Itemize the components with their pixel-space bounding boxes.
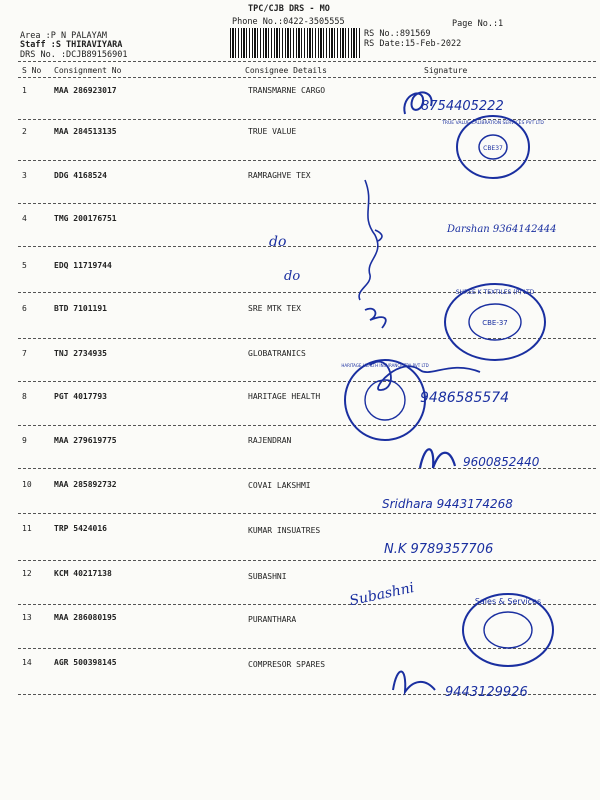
row-consignee: RAMRAGHVE TEX [248, 171, 311, 180]
row-consignee: HARITAGE HEALTH [248, 392, 321, 401]
row-sno: 11 [22, 524, 32, 533]
row-consignee: COVAI LAKSHMI [248, 481, 311, 490]
col-consignee: Consignee Details [245, 66, 327, 75]
svg-text:do: do [284, 269, 301, 284]
row-sno: 2 [22, 127, 27, 136]
row-consignee: TRANSMARNE CARGO [248, 86, 326, 95]
scribble-line [330, 175, 390, 305]
header-divider [18, 61, 596, 62]
rs-date: RS Date:15-Feb-2022 [364, 39, 462, 49]
company-stamp-4 [458, 590, 558, 670]
row-sno: 7 [22, 349, 27, 358]
signature-row-12 [345, 574, 455, 608]
row-consignment: EDQ 11719744 [54, 261, 112, 270]
svg-text:HARITAGE HEALTH INSURANCE TPA: HARITAGE HEALTH INSURANCE TPA PVT LTD [341, 363, 429, 368]
row-consignee: COMPRESOR SPARES [248, 660, 326, 669]
row-consignment: MAA 286923017 [54, 86, 117, 95]
svg-text:CBE37: CBE37 [483, 145, 503, 152]
row-sno: 1 [22, 86, 27, 95]
row-consignment: TRP 5424016 [54, 524, 107, 533]
drs-number: DRS No. :DCJB89156901 [20, 50, 128, 60]
row-consignment: BTD 7101191 [54, 304, 107, 313]
row-sno: 10 [22, 480, 32, 489]
row-sno: 13 [22, 613, 32, 622]
row-divider [18, 203, 596, 204]
row-consignment: MAA 286080195 [54, 613, 117, 622]
ditto-row-4 [265, 228, 305, 252]
signature-row-7-8 [360, 350, 560, 410]
row-sno: 8 [22, 392, 27, 401]
row-consignment: KCM 40217138 [54, 569, 112, 578]
row-consignment: MAA 284513135 [54, 127, 117, 136]
svg-text:Sales & Services: Sales & Services [474, 597, 542, 606]
col-signature: Signature [424, 66, 468, 75]
signature-row-14 [385, 660, 575, 705]
svg-text:9600852440: 9600852440 [463, 455, 540, 469]
ditto-row-5 [280, 262, 320, 286]
row-consignee: RAJENDRAN [248, 436, 292, 445]
doc-title: TPC/CJB DRS - MO [248, 4, 330, 14]
signature-row-11 [382, 533, 562, 563]
area-label: Area :P N PALAYAM [20, 31, 107, 41]
phone-number: Phone No.:0422-3505555 [232, 17, 345, 27]
row-consignee: SUBASHNI [248, 572, 287, 581]
row-consignee: KUMAR INSUATRES [248, 526, 321, 535]
row-consignee: PURANTHARA [248, 615, 297, 624]
row-sno: 12 [22, 569, 32, 578]
row-divider [18, 425, 596, 426]
rs-number: RS No.:891569 [364, 29, 431, 39]
row-sno: 14 [22, 658, 32, 667]
row-sno: 5 [22, 261, 27, 270]
row-consignment: MAA 285892732 [54, 480, 117, 489]
signature-row-6 [360, 300, 400, 330]
svg-text:Darshan 9364142444: Darshan 9364142444 [447, 224, 557, 235]
staff-label: Staff :S THIRAVIYARA [20, 40, 123, 50]
row-consignment: TNJ 2734935 [54, 349, 107, 358]
page-number: Page No.:1 [452, 19, 504, 29]
row-sno: 9 [22, 436, 27, 445]
columns-divider [18, 77, 596, 78]
row-consignment: DDG 4168524 [54, 171, 107, 180]
svg-text:9443129926: 9443129926 [445, 685, 528, 700]
col-consignment: Consignment No [54, 66, 122, 75]
row-consignee: GLOBATRANICS [248, 349, 306, 358]
row-consignee: SRE MTK TEX [248, 304, 301, 313]
row-sno: 6 [22, 304, 27, 313]
row-sno: 3 [22, 171, 27, 180]
col-sno: S No [22, 66, 42, 75]
signature-row-9 [415, 438, 575, 478]
svg-text:SHREE K TEXTILES (P) LTD: SHREE K TEXTILES (P) LTD [455, 289, 535, 296]
svg-text:Sridhara 9443174268: Sridhara 9443174268 [382, 497, 513, 511]
row-consignment: AGR 500398145 [54, 658, 117, 667]
company-stamp-1 [442, 112, 544, 182]
row-consignment: PGT 4017793 [54, 392, 107, 401]
svg-text:TRUE VALUE CALIBRATION SERVICE: TRUE VALUE CALIBRATION SERVICES PVT LTD [442, 121, 544, 126]
row-consignee: TRUE VALUE [248, 127, 297, 136]
svg-text:9486585574: 9486585574 [420, 390, 510, 406]
signature-row-4 [445, 218, 557, 254]
svg-text:N.K 9789357706: N.K 9789357706 [384, 542, 494, 557]
barcode [230, 28, 360, 58]
row-sno: 4 [22, 214, 27, 223]
svg-text:CBE-37: CBE-37 [482, 319, 508, 327]
row-consignment: TMG 200176751 [54, 214, 117, 223]
svg-text:8754405222: 8754405222 [421, 99, 504, 114]
svg-text:do: do [269, 234, 287, 250]
svg-text:Subashni: Subashni [348, 580, 416, 610]
row-consignment: MAA 279619775 [54, 436, 117, 445]
signature-row-10 [380, 488, 590, 518]
